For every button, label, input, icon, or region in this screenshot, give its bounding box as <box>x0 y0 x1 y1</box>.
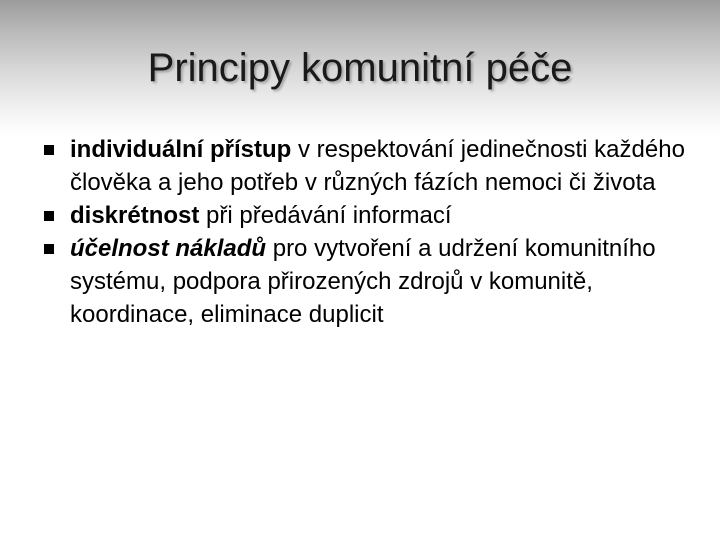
bullet-term: individuální přístup <box>70 136 292 163</box>
bullet-item-individual-approach <box>44 133 694 199</box>
bullet-term: účelnost nákladů <box>70 235 267 262</box>
bullet-list <box>44 133 694 331</box>
square-bullet-icon <box>44 145 54 155</box>
bullet-item-cost-efficiency <box>44 232 694 331</box>
bullet-text: při předávání informací <box>199 202 452 229</box>
bullet-text: v respektování jedinečnosti každého člověka a jeho potřeb v různých fázích nemoci či života <box>70 136 685 196</box>
bullet-text: pro vytvoření a udržení komunitního systému, podpora přirozených zdrojů v komunitě, koordinace, eliminace duplicit <box>70 235 656 328</box>
bullet-term: diskrétnost <box>70 202 200 229</box>
bullet-item-discretion <box>44 199 694 232</box>
slide-title: Principy komunitní péče <box>147 46 573 90</box>
square-bullet-icon <box>44 244 54 254</box>
square-bullet-icon <box>44 211 54 221</box>
